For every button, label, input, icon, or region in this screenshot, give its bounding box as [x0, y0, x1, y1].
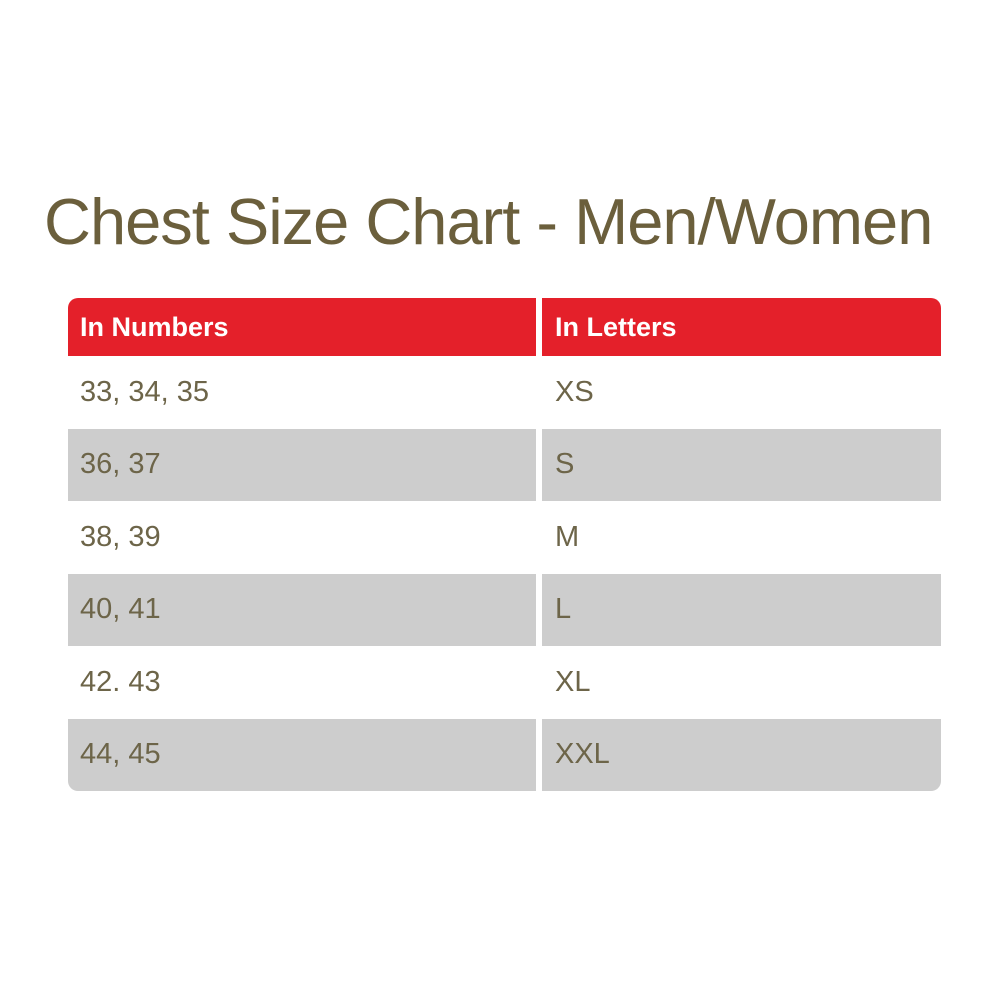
page-title: Chest Size Chart - Men/Women — [44, 185, 933, 258]
letters-cell: M — [555, 520, 580, 553]
numbers-cell: 36, 37 — [68, 429, 536, 502]
table-row — [68, 646, 941, 719]
numbers-cell: 33, 34, 35 — [80, 375, 209, 408]
table-row — [68, 356, 941, 429]
numbers-cell: 38, 39 — [80, 520, 161, 553]
table-header-row — [68, 298, 941, 356]
column-header-in-letters: In Letters — [542, 298, 941, 356]
table-row — [68, 429, 941, 502]
column-header-in-numbers: In Numbers — [68, 298, 536, 356]
letters-cell: XXL — [542, 719, 941, 792]
letters-cell: XS — [555, 375, 594, 408]
table-row — [68, 574, 941, 647]
size-chart-table — [68, 298, 941, 791]
numbers-cell: 40, 41 — [68, 574, 536, 647]
letters-cell: L — [542, 574, 941, 647]
numbers-cell: 42. 43 — [80, 665, 161, 698]
numbers-cell: 44, 45 — [68, 719, 536, 792]
table-row — [68, 501, 941, 574]
letters-cell: XL — [555, 665, 591, 698]
table-row — [68, 719, 941, 792]
letters-cell: S — [542, 429, 941, 502]
